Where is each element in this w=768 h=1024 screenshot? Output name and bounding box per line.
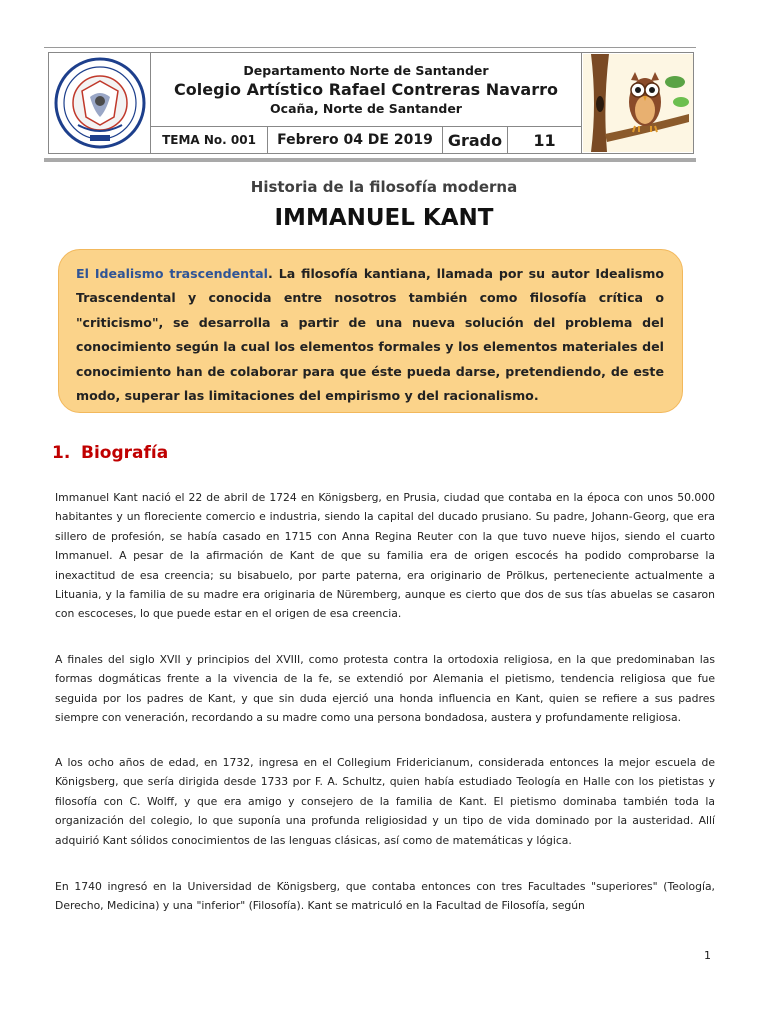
school-logo-cell bbox=[49, 53, 151, 153]
document-date: Febrero 04 DE 2019 bbox=[268, 127, 443, 153]
page-number: 1 bbox=[704, 949, 711, 962]
section-number: 1. bbox=[52, 443, 71, 463]
owl-cell bbox=[582, 53, 693, 153]
paragraph-2: A finales del siglo XVII y principios del XVIII, como protesta contra la ortodoxia religiosa, en la que predominaban las formas dogmáticas frente a la vivencia de la fe, se extendió por Alemania el pietismo, tendencia religiosa que fue seguida por los padres de Kant, y que sin duda ejerció una honda influencia en Kant, quien se refiere a sus padres siempre con veneración, recordando a su madre como una persona bondadosa, austera y profundamente religiosa. bbox=[55, 653, 715, 725]
paragraph-3: A los ocho años de edad, en 1732, ingresa en el Collegium Fridericianum, considerada entonces la mejor escuela de Königsberg, que sería dirigida desde 1733 por F. A. Schultz, quien había estudiado Teología en Halle con los pietistas y filosofía con C. Wolff, y que era amigo y consejero de la familia de Kant. El pietismo dominaba también toda la organización del colegio, lo que suponía una profunda religiosidad y un tipo de vida dominado por la austeridad. Allí adquirió Kant sólidos conocimientos de las lenguas clásicas, así como de matemáticas y lógica. bbox=[55, 756, 715, 847]
institution-block bbox=[151, 53, 581, 127]
intro-text: . La filosofía kantiana, llamada por su autor Idealismo Trascendental y conocida entre nosotros también como filosofía crítica o "criticismo", se desarrolla a partir de una nueva solución del problema del conocimiento según la cual los elementos formales y los elementos materiales del conocimiento han de colaborar para que éste pueda darse, pretendiendo, de este modo, superar las limitaciones del empirismo y del racionalismo. bbox=[76, 266, 664, 404]
section-title: Biografía bbox=[81, 443, 169, 463]
subtitle: Historia de la filosofía moderna bbox=[250, 178, 518, 196]
header-info-row bbox=[151, 127, 581, 153]
document-header bbox=[44, 47, 696, 162]
paragraph-4: En 1740 ingresó en la Universidad de Königsberg, que contaba entonces con tres Facultades "superiores" (Teología, Derecho, Medicina) y una "inferior" (Filosofía). Kant se matriculó en la Facultad de Filosofía, según bbox=[55, 880, 715, 913]
owl-illustration bbox=[583, 54, 693, 152]
school-seal-logo bbox=[54, 57, 146, 149]
city-name: Ocaña, Norte de Santander bbox=[270, 100, 462, 116]
intro-highlight: El Idealismo trascendental bbox=[76, 266, 268, 281]
intro-callout bbox=[58, 249, 683, 413]
header-table bbox=[48, 52, 694, 154]
grado-label: Grado bbox=[443, 127, 508, 153]
department-name: Departamento Norte de Santander bbox=[243, 62, 489, 78]
paragraph-1: Immanuel Kant nació el 22 de abril de 1724 en Königsberg, en Prusia, ciudad que contaba en la época con unos 50.000 habitantes y un floreciente comercio e industria, siendo la capital del ducado prusiano. Su padre, Johann-Georg, que era sillero de profesión, se había casado en 1715 con Anna Regina Reuter con la que tuvo nueve hijos, siendo el cuarto Immanuel. A pesar de la afirmación de Kant de que su familia era de origen escocés ha podido comprobarse la inexactitud de esa creencia; su bisabuelo, por parte paterna, era originario de Prölkus, perteneciente actualmente a Lituania, y la familia de su madre era originaria de Nüremberg, aunque es cierto que dos de sus tías abuelas se casaron con escoceses, lo que puede estar en el origen de esa creencia. bbox=[55, 491, 715, 621]
intro-paragraph bbox=[76, 262, 664, 408]
page-title: IMMANUEL KANT bbox=[274, 205, 494, 231]
tema-number: TEMA No. 001 bbox=[151, 127, 268, 153]
grado-value: 11 bbox=[533, 130, 556, 150]
header-center bbox=[151, 53, 582, 153]
section-heading bbox=[52, 443, 168, 463]
school-name: Colegio Artístico Rafael Contreras Navarro bbox=[174, 79, 558, 99]
